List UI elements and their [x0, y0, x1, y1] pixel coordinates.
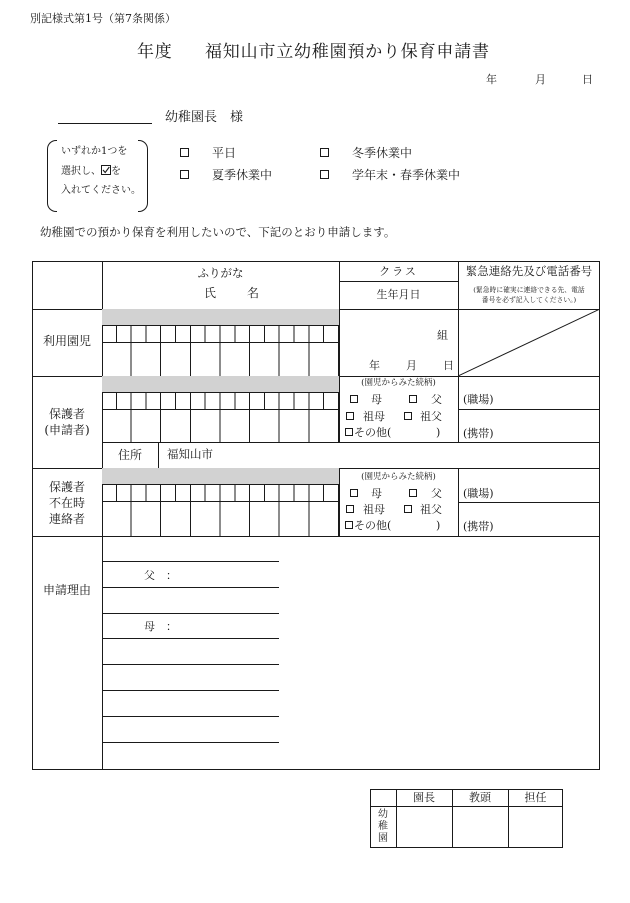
applicant-name-small-cells — [102, 392, 339, 409]
reason-line — [102, 613, 279, 614]
birthdate-header: 生年月日 — [376, 288, 421, 301]
relation-grandfather-label: 祖父 — [420, 410, 442, 423]
child-name-small-cells — [102, 325, 339, 342]
applicant-furigana-field — [102, 376, 339, 392]
child-name-cells — [102, 342, 339, 376]
crossed-out-cell — [458, 309, 600, 376]
instruction-line-2 — [61, 165, 121, 178]
reason-line — [102, 664, 279, 665]
side-label-char-2: 稚 — [378, 821, 388, 832]
child-furigana-field — [102, 309, 339, 325]
table-divider — [158, 442, 159, 468]
reason-line — [102, 587, 279, 588]
checkbox-father — [409, 395, 417, 403]
relation-grandmother-label: 祖母 — [363, 410, 385, 423]
child-row-label: 利用園児 — [42, 334, 91, 348]
checkbox-grandmother — [346, 505, 354, 513]
kindergarten-name-blank — [58, 123, 152, 124]
address-value: 福知山市 — [167, 447, 213, 461]
checkbox-other — [345, 428, 353, 436]
relation-father-label: 父 — [431, 487, 442, 500]
alternate-furigana-field — [102, 468, 339, 484]
side-label-char-3: 園 — [378, 833, 388, 844]
relation-header: (園児からみた続柄) — [361, 378, 436, 388]
checkbox-grandfather — [404, 505, 412, 513]
approval-divider — [370, 806, 563, 807]
applicant-mobile-phone-label: (携帯) — [463, 427, 494, 440]
relation-other-close: ) — [436, 426, 441, 439]
option-weekday-checkbox — [180, 148, 189, 157]
reason-line — [102, 690, 279, 691]
option-winter-break-label: 冬季休業中 — [352, 146, 413, 160]
option-summer-break-checkbox — [180, 170, 189, 179]
table-divider — [458, 409, 600, 410]
date-month-label: 月 — [535, 73, 546, 86]
instruction-line-2-before: 選択し、 — [61, 166, 101, 177]
relation-father-label: 父 — [431, 393, 442, 406]
class-header: クラス — [379, 265, 418, 278]
checkbox-mother — [350, 395, 358, 403]
checkbox-grandmother — [346, 412, 354, 420]
instruction-line-1: いずれか1つを — [61, 146, 128, 157]
relation-other-label: その他( — [354, 426, 392, 439]
date-day-label: 日 — [582, 73, 593, 86]
option-weekday-label: 平日 — [212, 146, 237, 160]
application-statement: 幼稚園での預かり保育を利用したいので、下記のとおり申請します。 — [40, 225, 396, 239]
applicant-label-1: 保護者 — [48, 407, 85, 421]
alternate-label-2: 不在時 — [48, 496, 85, 510]
child-birth-month-label: 月 — [406, 359, 417, 372]
option-spring-break-label: 学年末・春季休業中 — [352, 168, 461, 182]
title-text: 福知山市立幼稚園預かり保育申請書 — [205, 42, 490, 62]
child-birth-year-label: 年 — [369, 359, 380, 372]
teacher-stamp-header: 担任 — [524, 791, 547, 804]
name-header-char-1: 氏 — [204, 286, 217, 300]
relation-header: (園児からみた続柄) — [361, 472, 436, 482]
table-divider — [458, 502, 600, 503]
relation-grandmother-label: 祖母 — [363, 503, 385, 516]
checkbox-grandfather — [404, 412, 412, 420]
reason-line — [102, 638, 279, 639]
checkbox-father — [409, 489, 417, 497]
relation-mother-label: 母 — [371, 393, 382, 406]
vice-principal-stamp-header: 教頭 — [469, 791, 491, 804]
reason-line — [102, 742, 279, 743]
child-class-suffix: 組 — [437, 329, 448, 342]
emergency-note-line-2: 番号を必ず記入してください。) — [481, 296, 577, 304]
alternate-label-1: 保護者 — [48, 480, 85, 494]
instruction-line-3: 入れてください。 — [61, 185, 141, 196]
reason-mother-label: 母 ： — [144, 620, 177, 633]
reason-line — [102, 716, 279, 717]
applicant-name-cells — [102, 409, 339, 442]
checked-box-icon — [101, 165, 111, 178]
reason-label: 申請理由 — [42, 583, 91, 597]
reason-line — [102, 561, 279, 562]
alternate-name-small-cells — [102, 484, 339, 501]
right-bracket — [138, 140, 148, 212]
addressee-text: 幼稚園長 様 — [165, 110, 244, 125]
relation-grandfather-label: 祖父 — [420, 503, 442, 516]
relation-other-label: その他( — [354, 519, 392, 532]
applicant-label-2: (申請者) — [44, 423, 90, 437]
form-number: 別記様式第1号（第7条関係） — [30, 12, 176, 25]
option-winter-break-checkbox — [320, 148, 329, 157]
alternate-work-phone-label: (職場) — [463, 487, 494, 500]
emergency-note-line-1: (緊急時に確実に連絡できる先、電話 — [473, 286, 585, 294]
address-label: 住所 — [117, 448, 142, 462]
relation-other-close: ) — [436, 519, 441, 532]
alternate-label-3: 連絡者 — [48, 512, 85, 526]
date-year-label: 年 — [486, 73, 497, 86]
side-label-char-1: 幼 — [378, 809, 388, 820]
alternate-mobile-phone-label: (携帯) — [463, 520, 494, 533]
relation-mother-label: 母 — [371, 487, 382, 500]
option-spring-break-checkbox — [320, 170, 329, 179]
checkbox-mother — [350, 489, 358, 497]
option-summer-break-label: 夏季休業中 — [212, 168, 273, 182]
alternate-name-cells — [102, 501, 339, 536]
checkbox-other — [345, 521, 353, 529]
table-divider — [32, 536, 600, 537]
emergency-contact-header: 緊急連絡先及び電話番号 — [465, 264, 593, 278]
table-divider — [339, 281, 458, 282]
reason-father-label: 父 ： — [144, 569, 177, 582]
left-bracket — [47, 140, 57, 212]
principal-stamp-header: 園長 — [413, 791, 435, 804]
applicant-work-phone-label: (職場) — [463, 393, 494, 406]
title-year-label: 年度 — [137, 42, 173, 62]
furigana-header: ふりがな — [197, 266, 244, 280]
instruction-line-2-after: を — [111, 166, 121, 177]
table-divider — [102, 442, 600, 443]
name-header-char-2: 名 — [247, 286, 260, 300]
child-birth-day-label: 日 — [443, 359, 454, 372]
